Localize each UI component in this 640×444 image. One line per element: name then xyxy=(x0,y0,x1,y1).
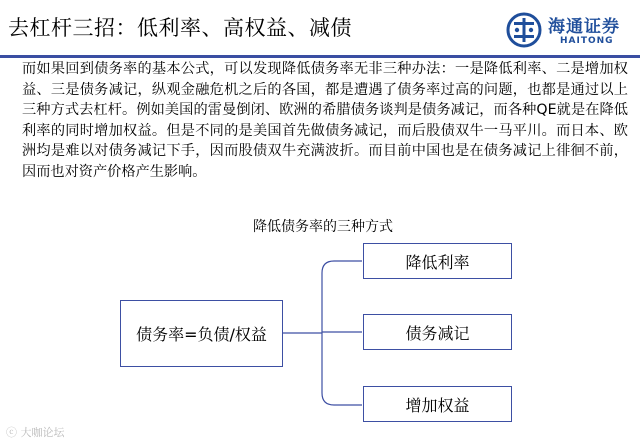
watermark-icon: ⓒ xyxy=(6,426,17,439)
title-divider xyxy=(0,55,640,58)
debt-ratio-box: 债务率=负债/权益 xyxy=(120,300,283,367)
watermark xyxy=(6,424,65,440)
branch-debt-writedown-box: 债务减记 xyxy=(363,314,512,350)
diagram-title-text: 降低债务率的三种方式 xyxy=(253,219,393,235)
watermark-text: 大咖论坛 xyxy=(20,426,65,439)
logo-english-name: HAITONG xyxy=(560,36,614,46)
diagram-title xyxy=(0,216,640,236)
slide-title: 去杠杆三招：低利率、高权益、减债 xyxy=(8,16,352,40)
logo-chinese-name: 海通证券 xyxy=(548,17,620,37)
branch-increase-equity-box: 增加权益 xyxy=(363,386,512,422)
body-paragraph: 而如果回到债务率的基本公式，可以发现降低债务率无非三种办法：一是降低利率、二是增加权益、三是债务减记，纵观金融危机之后的各国，都是遭遇了债务率过高的问题，也都是通过以上三种方式去杠杆。例如美国的雷曼倒闭、欧洲的希腊债务谈判是债务减记，而各种QE就是在降低利率的同时增加权益。但是不同的是美国首先做债务减记，而后股债双牛一马平川。而日本、欧洲均是难以对债务减记下手，因而股债双牛充满波折。而目前中国也是在债务减记上徘徊不前，因而也对资产价格产生影响。 xyxy=(22,61,628,180)
haitong-logo-icon xyxy=(506,12,542,48)
haitong-logo xyxy=(506,8,634,54)
branch-lower-rates-box: 降低利率 xyxy=(363,243,512,279)
